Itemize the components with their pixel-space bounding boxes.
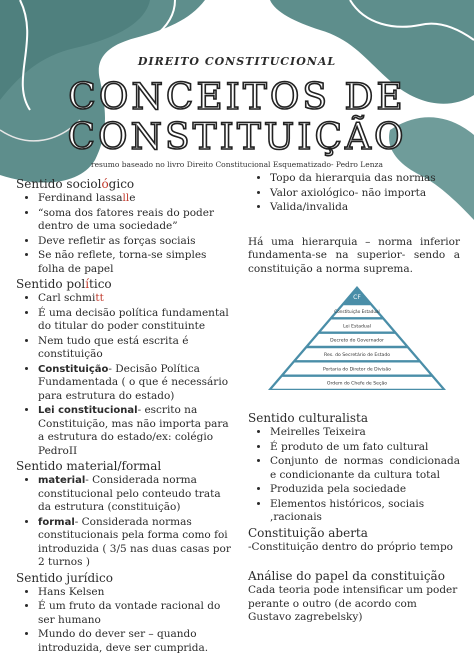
pyramid-level-label: Res. do Secretário de Estado [323,352,391,358]
list-item: • Nem tudo que está escrita é constituição [38,335,236,362]
list-juridico [16,586,236,656]
list-item: • Valor axiológico- não importa [270,187,460,201]
list-item: • formal- Considerada normas constitucionais pela forma como foi introduzida ( 3/5 nas duas casas por 2 turnos ) [38,516,236,570]
list-item: • É uma decisão política fundamental do titular do poder constituinte [38,307,236,334]
list-item: • Valida/invalida [270,201,460,215]
list-item: • Mundo do dever ser – quando introduzida, deve ser cumprida. [38,628,236,655]
title-line-2: CONSTITUIÇÃO [67,117,407,158]
summary-line: resumo baseado no livro Direito Constitucional Esquematizado- Pedro Lenza [91,160,383,169]
list-item: • Se não reflete, torna-se simples folha de papel [38,249,236,276]
list-item: • Elementos históricos, sociais ,racionais [270,498,460,525]
pyramid-level-label: Portaria do Diretor de Divisão [323,367,391,373]
list-item: • Conjunto de normas condicionada e condicionante da cultura total [270,455,460,482]
list-item: • Lei constitucional- escrito na Constituição, mas não importa para a estrutura do estado/ex: colégio PedroII [38,404,236,458]
right-column [248,172,460,625]
title-line-1: CONCEITOS DE [68,77,406,118]
hierarchy-pyramid [262,282,452,394]
section-title-material-formal: Sentido material/formal [16,459,162,473]
pyramid-apex-label: CF [353,294,361,301]
list-culturalista [248,426,460,525]
section-title-analise: Análise do papel da constituição [248,569,445,583]
list-item: • Topo da hierarquia das normas [270,172,460,186]
section-title-politico: Sentido político [16,277,112,291]
list-item: • Carl schmitt [38,292,236,306]
list-item: • “soma dos fatores reais do poder dentro de uma sociedade” [38,207,236,234]
list-sociologico [16,192,236,276]
list-material-formal [16,474,236,570]
analise-text: Cada teoria pode intensificar um poder perante o outro (de acordo com Gustavo zagrebelsky) [248,584,458,623]
list-item: • Meirelles Teixeira [270,426,460,440]
list-item: • material- Considerada norma constitucional pelo conteudo trata da estrutura (constituição) [38,474,236,515]
list-item: • Ferdinand lassalle [38,192,236,206]
list-item: • Constituição- Decisão Política Fundamentada ( o que é necessário para estrutura do estado) [38,363,236,404]
hierarchy-paragraph: Há uma hierarquia – norma inferior fundamenta-se na superior- sendo a constituição a norma suprema. [248,235,460,275]
list-item: • É um fruto da vontade racional do ser humano [38,600,236,627]
list-item: • Hans Kelsen [38,586,236,600]
list-item: • Deve refletir as forças sociais [38,235,236,249]
left-column [16,176,236,656]
pyramid-level-label: Decreto do Governador [330,338,384,344]
list-item: • É produto de um fato cultural [270,441,460,455]
constituicao-aberta-text: -Constituição dentro do próprio tempo [248,540,454,553]
section-title-juridico: Sentido jurídico [16,570,113,585]
list-item: • Produzida pela sociedade [270,483,460,497]
section-title-culturalista: Sentido culturalista [248,411,368,425]
page-title [0,78,474,158]
pyramid-level-label: Ordem do Chefe de Seção [326,381,388,387]
pyramid-level-label: Lei Estadual [343,324,371,330]
document-kicker: DIREITO CONSTITUCIONAL [137,55,337,68]
section-title-sociologico: Sentido sociológico [16,177,135,191]
pyramid-level-label: Constituição Estadual [334,308,380,314]
section-title-constituicao-aberta: Constituição aberta [248,525,368,540]
list-politico [16,292,236,458]
list-juridico-continued [248,172,460,215]
